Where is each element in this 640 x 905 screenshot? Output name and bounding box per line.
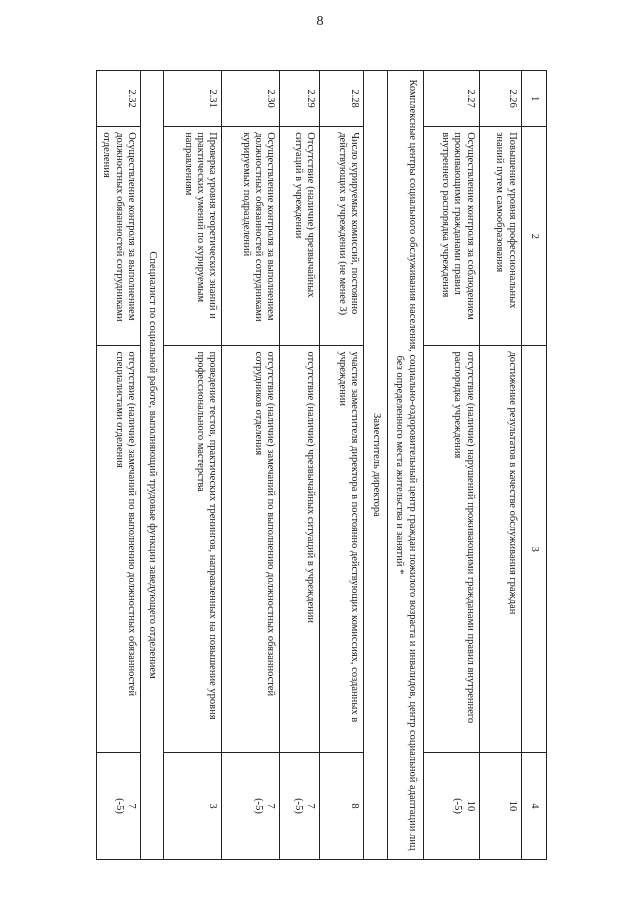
row-activity: Число курируемых комиссий, постоянно действующих в учреждении (не менее 3) [320,127,364,346]
row-number: 2.29 [280,71,320,127]
row-indicator: достижение результатов в качестве обслуживания граждан [479,346,521,753]
row-activity: Осуществление контроля за соблюдением проживающими гражданами правил внутреннего распорядка учреждения [423,127,479,346]
row-number: 2.30 [222,71,280,127]
row-points: 3 [164,753,222,860]
row-number: 2.28 [320,71,364,127]
table-header-row [521,71,546,860]
row-indicator: отсутствие (наличие) нарушений проживающими гражданами правил внутреннего распорядка учреждения [423,346,479,753]
row-activity: Осуществление контроля за выполнением должностных обязанностей сотрудниками отделения [97,127,141,346]
row-points: 7 (-5) [280,753,320,860]
row-number: 2.26 [479,71,521,127]
row-activity: Осуществление контроля за выполнением должностных обязанностей сотрудниками курируемых подразделений [222,127,280,346]
header-col-4: 4 [521,753,546,860]
row-activity: Отсутствие (наличие) чрезвычайных ситуаций в учреждении [280,127,320,346]
section-institutions: Комплексные центры социального обслуживания населения, социально-оздоровительный центр граждан пожилого возраста и инвалидов, центр социальной адаптации лиц без определенного места жительства и занятий * [387,71,423,860]
header-col-3: 3 [521,346,546,753]
row-indicator: отсутствие (наличие) чрезвычайных ситуаций в учреждении [280,346,320,753]
row-indicator: отсутствие (наличие) замечаний по выполнению должностных обязанностей специалистами отделения [97,346,141,753]
row-indicator: отсутствие (наличие) замечаний по выполнению должностных обязанностей сотрудников отделения [222,346,280,753]
row-points: 10 [479,753,521,860]
row-number: 2.32 [97,71,141,127]
table-row [97,71,141,860]
table-row [164,71,222,860]
section-row [141,71,164,860]
section-row [387,71,423,860]
row-points: 8 [320,753,364,860]
header-col-1: 1 [521,71,546,127]
page-number: 8 [316,14,324,29]
row-points: 7 (-5) [97,753,141,860]
row-activity: Проверка уровня теоретических знаний и практических умений по курируемым направлениям [164,127,222,346]
row-indicator: проведение тестов, практических тренингов, направленных на повышение уровня профессионального мастерства [164,346,222,753]
section-deputy-director: Заместитель директора [364,71,387,860]
row-points: 10 (-5) [423,753,479,860]
table-row [479,71,521,860]
row-number: 2.31 [164,71,222,127]
header-col-2: 2 [521,127,546,346]
section-row [364,71,387,860]
table-row [222,71,280,860]
row-number: 2.27 [423,71,479,127]
table-row [423,71,479,860]
section-specialist: Специалист по социальной работе, выполняющий трудовые функции заведующего отделением [141,71,164,860]
rotated-table-wrapper [77,70,547,860]
criteria-table [96,70,547,860]
table-row [320,71,364,860]
row-points: 7 (-5) [222,753,280,860]
table-row [280,71,320,860]
row-activity: Повышение уровня профессиональных знаний путем самообразования [479,127,521,346]
row-indicator: участие заместителя директора в постоянно действующих комиссиях, созданных в учреждении [320,346,364,753]
